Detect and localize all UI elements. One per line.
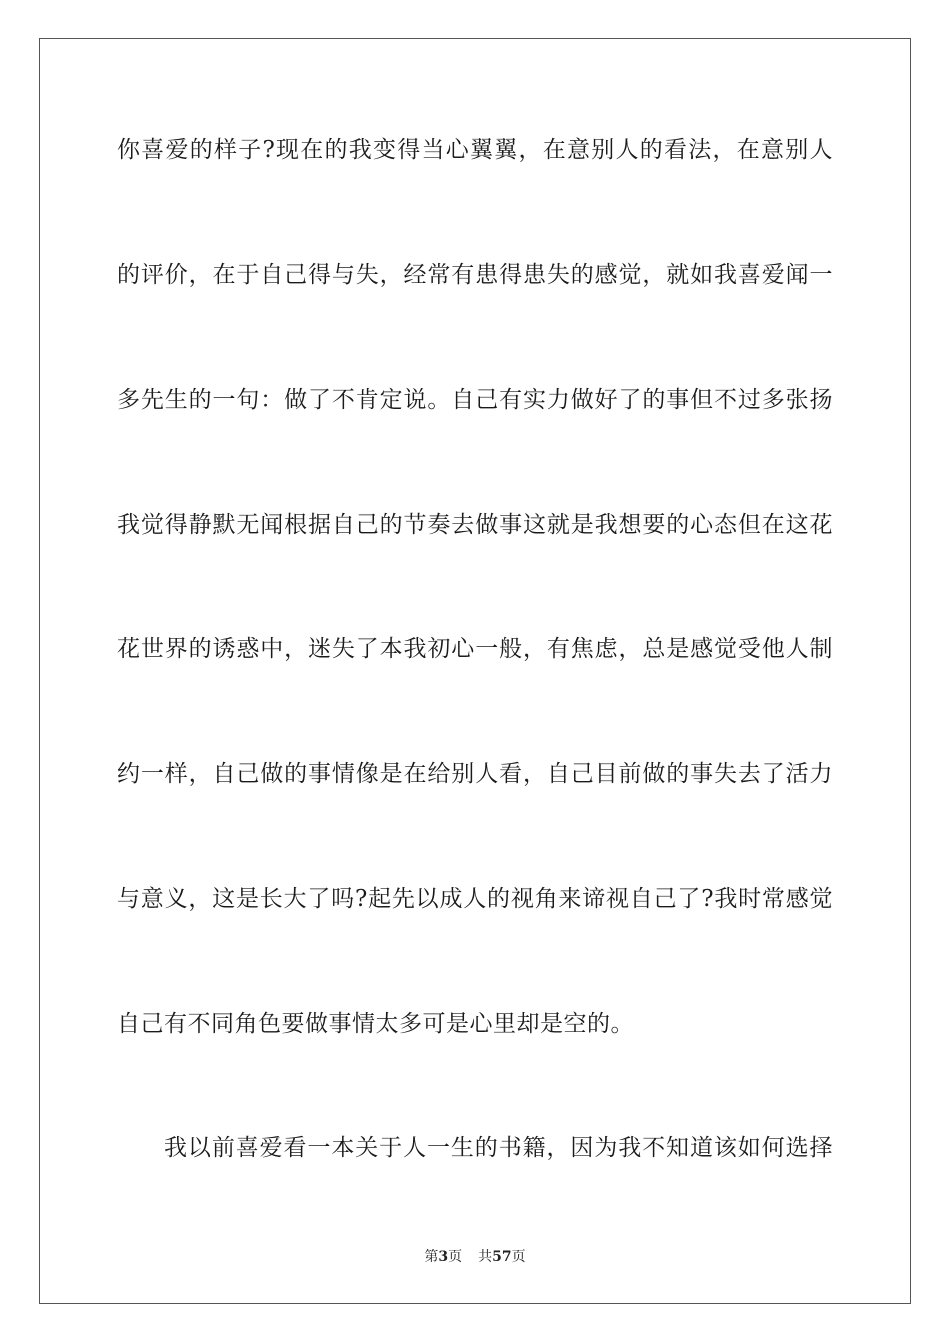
total-pages: 57 bbox=[492, 1249, 512, 1265]
paragraph-start-line: 我以前喜爱看一本关于人一生的书籍，因为我不知道该如何选择 bbox=[164, 1135, 833, 1161]
text-line-1: 你喜爱的样子?现在的我变得当心翼翼，在意别人的看法，在意别人 bbox=[117, 137, 833, 163]
text-line-7: 与意义，这是长大了吗?起先以成人的视角来谛视自己了?我时常感觉 bbox=[117, 886, 833, 912]
text-line-4: 我觉得静默无闻根据自己的节奏去做事这就是我想要的心态但在这花 bbox=[117, 512, 833, 538]
total-suffix: 页 bbox=[511, 1249, 526, 1265]
total-prefix: 共 bbox=[478, 1249, 493, 1265]
page-suffix: 页 bbox=[448, 1249, 463, 1265]
page-footer bbox=[0, 1248, 950, 1266]
text-line-2: 的评价，在于自己得与失，经常有患得患失的感觉，就如我喜爱闻一 bbox=[117, 262, 833, 288]
text-line-3: 多先生的一句：做了不肯定说。自己有实力做好了的事但不过多张扬 bbox=[117, 387, 833, 413]
page-number: 3 bbox=[438, 1249, 449, 1265]
page-border bbox=[39, 38, 911, 1304]
text-line-5: 花世界的诱惑中，迷失了本我初心一般，有焦虑，总是感觉受他人制 bbox=[117, 636, 833, 662]
text-line-8: 自己有不同角色要做事情太多可是心里却是空的。 bbox=[117, 1011, 634, 1037]
page-prefix: 第 bbox=[424, 1249, 439, 1265]
text-line-6: 约一样，自己做的事情像是在给别人看，自己目前做的事失去了活力 bbox=[117, 761, 833, 787]
